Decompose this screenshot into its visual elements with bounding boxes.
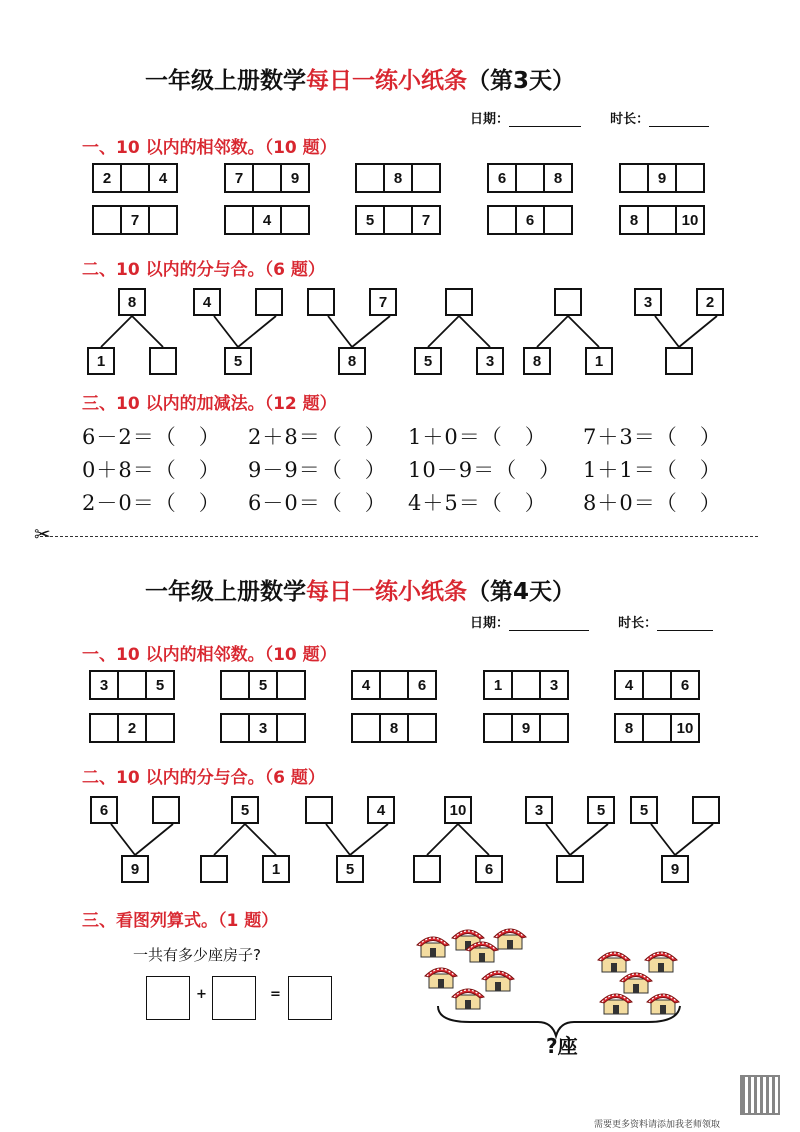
neighbor-cell: 1 bbox=[483, 670, 513, 700]
neighbor-cell: 6 bbox=[515, 205, 545, 235]
tree-connector bbox=[568, 316, 599, 347]
neighbor-cell: 7 bbox=[120, 205, 150, 235]
footer-note: 需要更多资料请添加我老师领取 bbox=[594, 1120, 721, 1130]
neighbor-cell: 8 bbox=[614, 713, 644, 743]
day3-section1-heading: 一、10 以内的相邻数。（10 题） bbox=[82, 138, 337, 158]
tree-connector bbox=[427, 824, 458, 855]
neighbor-cell: 4 bbox=[148, 163, 178, 193]
day4-title: 一年级上册数学每日一练小纸条（第4天） bbox=[145, 579, 576, 605]
equation[interactable]: 6－2＝（ ） bbox=[82, 425, 221, 449]
neighbor-cell: 8 bbox=[543, 163, 573, 193]
split-box: 1 bbox=[87, 347, 115, 375]
split-box: 5 bbox=[630, 796, 658, 824]
neighbor-cell: 8 bbox=[383, 163, 413, 193]
day3-section3-heading: 三、10 以内的加减法。（12 题） bbox=[82, 394, 337, 414]
neighbor-cell: 2 bbox=[92, 163, 122, 193]
equation[interactable]: 9－9＝（ ） bbox=[248, 458, 387, 482]
neighbor-cell: 3 bbox=[248, 713, 278, 743]
split-box: 10 bbox=[444, 796, 472, 824]
tree-connector bbox=[570, 824, 608, 855]
equation[interactable]: 7＋3＝（ ） bbox=[583, 425, 722, 449]
split-box: 5 bbox=[414, 347, 442, 375]
day3-section2-heading: 二、10 以内的分与合。（6 题） bbox=[82, 260, 325, 280]
equation[interactable]: 4＋5＝（ ） bbox=[408, 491, 547, 515]
split-box: 4 bbox=[367, 796, 395, 824]
split-box: 9 bbox=[661, 855, 689, 883]
neighbor-cell: 5 bbox=[355, 205, 385, 235]
neighbor-cell: 6 bbox=[670, 670, 700, 700]
day3-meta: 日期： 时长： bbox=[470, 108, 709, 127]
split-box: 8 bbox=[338, 347, 366, 375]
tree-connector bbox=[326, 824, 350, 855]
neighbor-cell: 9 bbox=[280, 163, 310, 193]
tree-connector bbox=[245, 824, 276, 855]
equation[interactable]: 1＋1＝（ ） bbox=[583, 458, 722, 482]
day4-section3-heading: 三、看图列算式。（1 题） bbox=[82, 911, 279, 931]
split-box: 8 bbox=[118, 288, 146, 316]
equation[interactable]: 1＋0＝（ ） bbox=[408, 425, 547, 449]
split-box: 9 bbox=[121, 855, 149, 883]
tree-connector bbox=[675, 824, 713, 855]
neighbor-cell: 2 bbox=[117, 713, 147, 743]
split-box: 3 bbox=[476, 347, 504, 375]
equals-sign: = bbox=[270, 987, 281, 1002]
equation[interactable]: 2－0＝（ ） bbox=[82, 491, 221, 515]
tree-connector bbox=[214, 824, 245, 855]
day3-title: 一年级上册数学每日一练小纸条（第3天） bbox=[145, 68, 576, 94]
neighbor-cell: 5 bbox=[248, 670, 278, 700]
split-box: 1 bbox=[585, 347, 613, 375]
split-box: 8 bbox=[523, 347, 551, 375]
tree-connector bbox=[679, 316, 717, 347]
tree-connector bbox=[135, 824, 173, 855]
split-box: 4 bbox=[193, 288, 221, 316]
neighbor-cell: 9 bbox=[511, 713, 541, 743]
tree-connector bbox=[328, 316, 352, 347]
split-box: 5 bbox=[587, 796, 615, 824]
neighbor-cell: 4 bbox=[252, 205, 282, 235]
neighbor-cell: 3 bbox=[539, 670, 569, 700]
neighbor-cell: 8 bbox=[379, 713, 409, 743]
equation[interactable]: 0＋8＝（ ） bbox=[82, 458, 221, 482]
neighbor-cell: 10 bbox=[675, 205, 705, 235]
tree-connector bbox=[214, 316, 238, 347]
neighbor-cell: 6 bbox=[487, 163, 517, 193]
tree-connector bbox=[238, 316, 276, 347]
neighbor-cell: 9 bbox=[647, 163, 677, 193]
neighbor-cell: 7 bbox=[411, 205, 441, 235]
tree-connector bbox=[101, 316, 132, 347]
day4-section1-heading: 一、10 以内的相邻数。（10 题） bbox=[82, 645, 337, 665]
split-box: 5 bbox=[231, 796, 259, 824]
split-box: 7 bbox=[369, 288, 397, 316]
picture-question: 一共有多少座房子? bbox=[133, 946, 261, 964]
tree-connector bbox=[352, 316, 390, 347]
equation[interactable]: 6－0＝（ ） bbox=[248, 491, 387, 515]
plus-sign: + bbox=[196, 987, 207, 1002]
neighbor-cell: 7 bbox=[224, 163, 254, 193]
brace-label: ?座 bbox=[546, 1034, 578, 1058]
split-box: 3 bbox=[634, 288, 662, 316]
split-box: 5 bbox=[224, 347, 252, 375]
tree-connector bbox=[546, 824, 570, 855]
neighbor-cell: 6 bbox=[407, 670, 437, 700]
equation[interactable]: 2＋8＝（ ） bbox=[248, 425, 387, 449]
tree-connector bbox=[111, 824, 135, 855]
qr-code-icon bbox=[740, 1075, 780, 1115]
split-box: 2 bbox=[696, 288, 724, 316]
tree-connector bbox=[459, 316, 490, 347]
split-box: 6 bbox=[90, 796, 118, 824]
day4-meta: 日期： 时长： bbox=[470, 612, 713, 631]
split-box: 3 bbox=[525, 796, 553, 824]
equation[interactable]: 8＋0＝（ ） bbox=[583, 491, 722, 515]
tree-connector bbox=[655, 316, 679, 347]
tree-connector bbox=[651, 824, 675, 855]
tree-connector bbox=[132, 316, 163, 347]
tree-connector bbox=[350, 824, 388, 855]
neighbor-cell: 5 bbox=[145, 670, 175, 700]
neighbor-cell: 3 bbox=[89, 670, 119, 700]
split-box: 5 bbox=[336, 855, 364, 883]
neighbor-cell: 4 bbox=[614, 670, 644, 700]
tree-connector bbox=[537, 316, 568, 347]
neighbor-cell: 4 bbox=[351, 670, 381, 700]
split-box: 6 bbox=[475, 855, 503, 883]
tree-connector bbox=[428, 316, 459, 347]
day4-section2-heading: 二、10 以内的分与合。（6 题） bbox=[82, 768, 325, 788]
scissors-icon: ✂ bbox=[34, 522, 51, 546]
split-box: 1 bbox=[262, 855, 290, 883]
neighbor-cell: 8 bbox=[619, 205, 649, 235]
tree-connector bbox=[458, 824, 489, 855]
equation[interactable]: 10－9＝（ ） bbox=[408, 458, 562, 482]
neighbor-cell: 10 bbox=[670, 713, 700, 743]
